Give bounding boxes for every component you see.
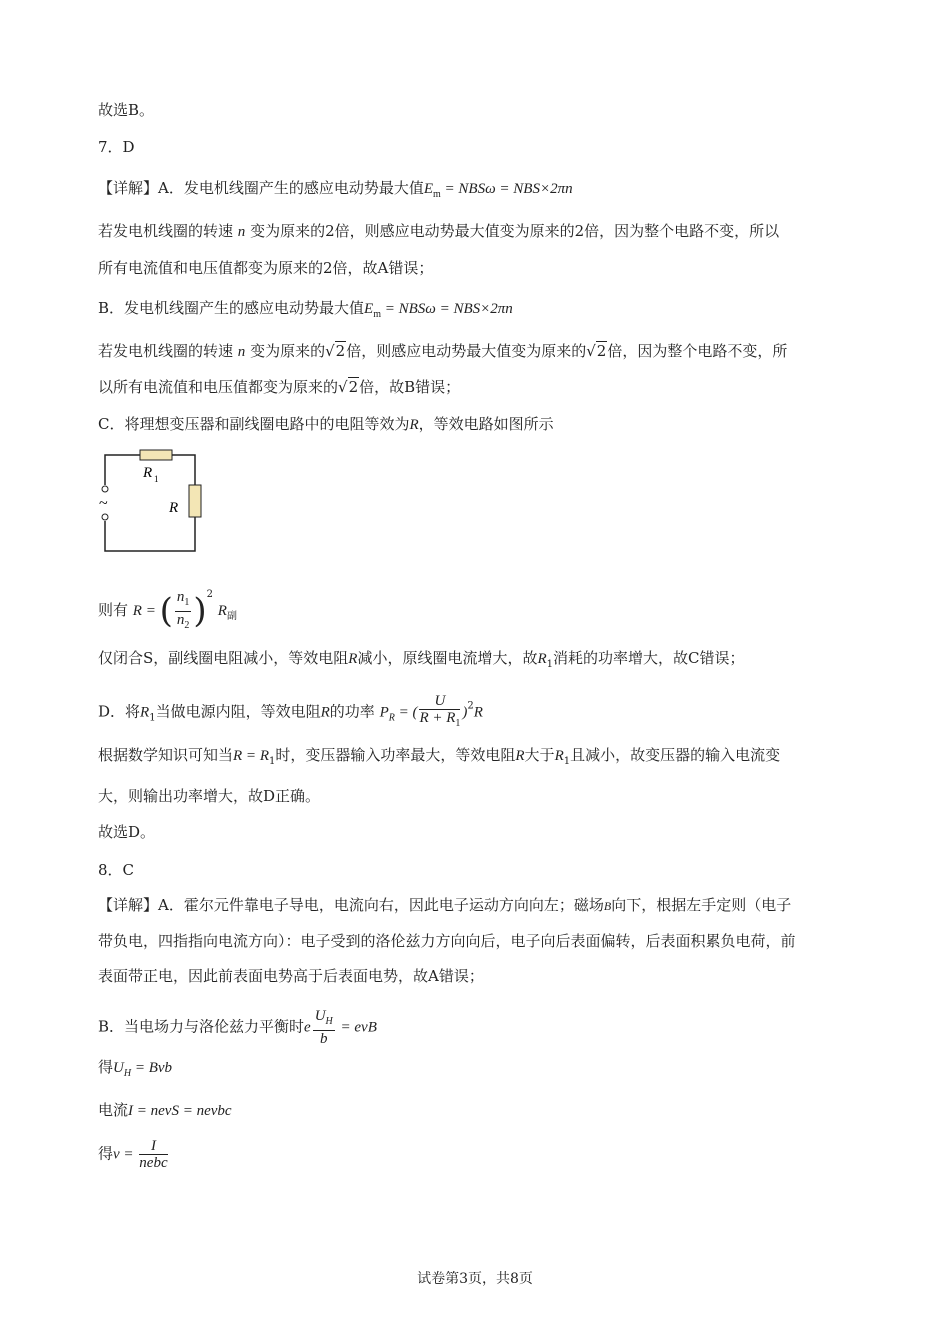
formula-line: 得$U_H$ = Bvb (98, 1058, 173, 1079)
sqrt-symbol: √2 (338, 378, 359, 396)
text: 【详解】A．发电机线圈产生的感应电动势最大值 (98, 179, 424, 197)
equivalent-circuit-diagram (95, 445, 215, 560)
label-r1-sub: 1 (154, 474, 159, 484)
text-line (98, 100, 154, 120)
text-line: 若发电机线圈的转速 n 变为原来的2倍，则感应电动势最大值变为原来的2倍，因为整个电路不变，所以 (98, 222, 780, 240)
text-line: C．将理想变压器和副线圈电路中的电阻等效为R，等效电路如图所示 (98, 415, 554, 433)
text: 7．D (98, 138, 135, 156)
circuit-wire (105, 455, 140, 485)
circuit-wire (105, 517, 195, 551)
sqrt-symbol: √2 (325, 342, 346, 360)
formula-line: 电流I = nevS = nevbc (98, 1101, 232, 1119)
text-line: 仅闭合S，副线圈电阻减小，等效电阻R减小，原线圈电流增大，故$R_1$消耗的功率增大，故C错误； (98, 649, 745, 670)
circuit-wire (172, 455, 195, 485)
terminal (102, 514, 108, 520)
formula-line: 则有 R = ( $\frac{n_1}{n_2}$ )$^2$ $R_副$ (98, 588, 237, 631)
text: 故选B。 (98, 101, 155, 119)
text-line: 根据数学知识可知当$R = R_1$时，变压器输入功率最大，等效电阻R大于$R_1$且减小，故变压器的输入电流变 (98, 746, 781, 767)
answer-8: 8．C (98, 861, 135, 879)
answer-7 (98, 137, 135, 157)
text-line (98, 178, 573, 205)
text-line: 表面带正电，因此前表面电势高于后表面电势，故A错误； (98, 967, 484, 985)
math-emf: $E_m = NBS\omega = NBS\times 2\pi n$ (423, 181, 573, 200)
math-emf: $E_m = NBS\omega = NBS\times 2\pi n$ (364, 301, 513, 320)
text-line: 若发电机线圈的转速 n 变为原来的√2倍，则感应电动势最大值变为原来的√2倍，因为整个电路不变，所 (98, 342, 788, 360)
label-r1: R (143, 465, 153, 481)
formula-line: D．将$R_1$当做电源内阻，等效电阻R的功率 $P_R$ = ( $\frac{U}{R + R_1}$ )$^2$R (98, 693, 483, 729)
text-line: 带负电，四指指向电流方向）：电子受到的洛伦兹力方向向后，电子向后表面偏转，后表面积累负电荷，前 (98, 932, 796, 950)
text-line: 大，则输出功率增大，故D正确。 (98, 787, 321, 805)
text-line: 以所有电流值和电压值都变为原来的√2倍，故B错误； (98, 378, 461, 396)
text-line: B．发电机线圈产生的感应电动势最大值$E_m = NBS\omega = NBS\times 2\pi n$ (98, 299, 513, 320)
formula-line: 得v = $\frac{I}{\text{nebc}}$ (98, 1138, 168, 1171)
ac-source-symbol: ~ (99, 495, 108, 512)
formula-line: B．当电场力与洛伦兹力平衡时e $\frac{U_H}{b}$ = evB (98, 1008, 377, 1047)
sqrt-symbol: √2 (586, 342, 607, 360)
resistor-r (189, 485, 201, 517)
text-line: 所有电流值和电压值都变为原来的2倍，故A错误； (98, 259, 434, 277)
label-r: R (169, 500, 179, 516)
text-line: 【详解】A．霍尔元件靠电子导电，电流向右，因此电子运动方向向左；磁场B向下，根据左手定则（电子 (98, 896, 792, 914)
terminal (102, 486, 108, 492)
page-footer: 试卷第3页，共8页 (417, 1271, 533, 1287)
text-line: 故选D。 (98, 823, 156, 841)
resistor-r1 (140, 450, 172, 460)
